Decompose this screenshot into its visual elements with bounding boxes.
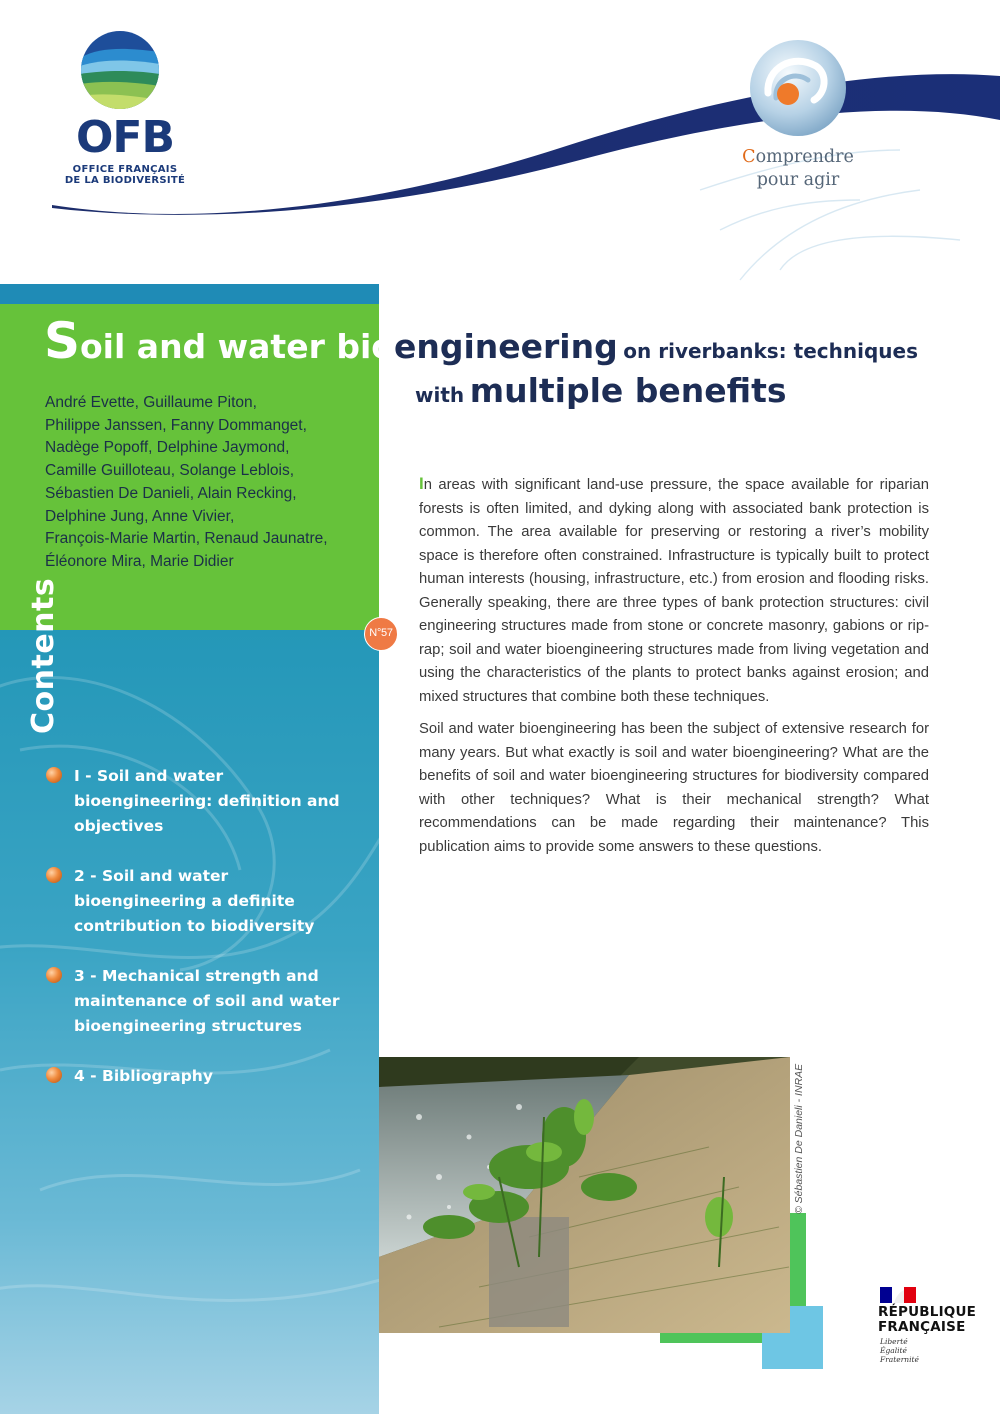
- title-part3: on riverbanks: techniques: [623, 339, 918, 363]
- republique-francaise-logo: [878, 1287, 988, 1367]
- ofb-logo: [60, 30, 190, 190]
- motto-fraternite: Fraternité: [880, 1355, 919, 1364]
- toc-item[interactable]: [44, 764, 364, 839]
- ofb-name: [60, 164, 190, 186]
- republique-line2: FRANÇAISE: [878, 1319, 966, 1335]
- republique-line1: RÉPUBLIQUE: [878, 1304, 977, 1320]
- author-line: François-Marie Martin, Renaud Jaunatre,: [45, 530, 328, 548]
- toc-item[interactable]: [44, 964, 364, 1039]
- title-initial: S: [44, 312, 81, 370]
- republique-name: [878, 1305, 976, 1335]
- contents-heading: [24, 577, 74, 744]
- paragraph-initial: I: [419, 474, 424, 493]
- author-line: André Evette, Guillaume Piton,: [45, 394, 257, 411]
- tagline-line2: pour agir: [756, 170, 840, 190]
- motto-liberte: Liberté: [880, 1337, 908, 1346]
- author-line: Éléonore Mira, Marie Didier: [45, 552, 234, 570]
- title-part2: engineering: [393, 327, 618, 366]
- motto-egalite: Égalité: [880, 1346, 907, 1355]
- author-line: Nadège Popoff, Delphine Jaymond,: [45, 439, 290, 457]
- page-title: [44, 312, 944, 370]
- toc-item-label: 2 - Soil and water bioengineering a definite contribution to biodiversity: [74, 867, 315, 935]
- tagline-initial: C: [742, 147, 756, 167]
- french-flag-icon: [880, 1287, 916, 1303]
- author-line: Philippe Janssen, Fanny Dommanget,: [45, 416, 307, 434]
- author-line: Sébastien De Danieli, Alain Recking,: [45, 484, 297, 502]
- toc-item-label: 4 - Bibliography: [74, 1067, 213, 1085]
- orange-bullet-icon: [46, 767, 62, 783]
- paragraph-1-text: n areas with significant land-use pressure, the space available for riparian forests is often limited, and dyking along with associated bank protection is common. The area available for preserving or restoring a river’s mobility space is therefore often constrained. Infrastructure is typically built to protect human interests (housing, infrastructure, etc.) from erosion and flooding risks. Generally speaking, there are three types of bank protection structures: civil engineering structures made from stone or concrete masonry, gabions or rip-rap; soil and water bioengineering structures made from living vegetation and using the characteristics of the plants to protect banks against erosion; and mixed structures that combine both these techniques.: [419, 477, 929, 705]
- riverbank-photo-illustration: [379, 1057, 790, 1333]
- title-part4: with: [415, 383, 465, 407]
- orange-bullet-icon: [46, 867, 62, 883]
- toc-item[interactable]: [44, 1064, 364, 1089]
- ofb-name-line1: OFFICE FRANÇAIS: [72, 164, 178, 175]
- introduction-text: [419, 472, 929, 868]
- page-title-line2: [415, 371, 787, 410]
- toc-item[interactable]: [44, 864, 364, 939]
- republique-motto: [880, 1337, 919, 1364]
- author-line: Camille Guilloteau, Solange Leblois,: [45, 462, 295, 480]
- toc-item-label: 3 - Mechanical strength and maintenance of soil and water bioengineering structures: [74, 967, 340, 1035]
- orange-bullet-icon: [46, 1067, 62, 1083]
- title-part1: oil and water bio: [80, 327, 394, 366]
- photo-credit: © Sébastien De Danieli - INRAE: [793, 1063, 805, 1214]
- table-of-contents: [44, 764, 364, 1114]
- series-tagline: [700, 146, 896, 192]
- ofb-wordmark: OFB: [76, 112, 174, 163]
- issue-number-badge: N°57: [364, 617, 398, 651]
- ofb-emblem-icon: [80, 30, 160, 110]
- toc-item-label: I - Soil and water bioengineering: definition and objectives: [74, 767, 340, 835]
- orange-bullet-icon: [46, 967, 62, 983]
- intro-paragraph-2: Soil and water bioengineering has been the subject of extensive research for many years. But what exactly is soil and water bioengineering? What are the benefits of soil and water bioengineering structures for biodiversity compared with other techniques? What is their mechanical strength? What recommendations can be made regarding their maintenance? This publication aims to provide some answers to these questions.: [419, 721, 929, 855]
- tagline-line1: omprendre: [755, 147, 854, 167]
- author-line: Delphine Jung, Anne Vivier,: [45, 507, 235, 525]
- contents-heading-text: Contents: [26, 577, 61, 734]
- ofb-name-line2: DE LA BIODIVERSITÉ: [64, 175, 186, 186]
- riverbank-photo: [379, 1057, 790, 1333]
- title-part5: multiple benefits: [469, 371, 787, 410]
- intro-paragraph-1: [419, 472, 929, 709]
- series-emblem-icon: [748, 38, 848, 138]
- authors-list: [45, 392, 365, 574]
- top-blue-band: [0, 284, 379, 304]
